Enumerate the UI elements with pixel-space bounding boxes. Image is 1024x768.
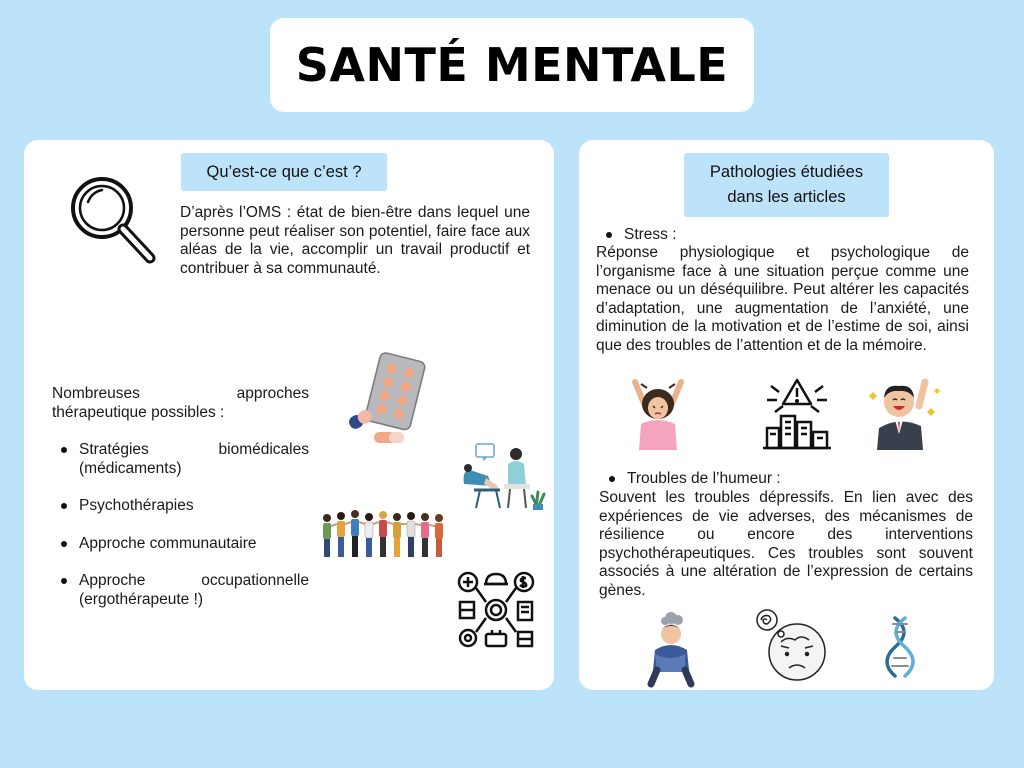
pills-icon bbox=[346, 352, 428, 444]
approach-item: Approche occupationnelle (ergothérapeute !) bbox=[52, 572, 309, 609]
stress-title: Stress : bbox=[624, 226, 677, 243]
occupational-tools-icon bbox=[456, 570, 536, 650]
excited-man-icon bbox=[865, 378, 943, 450]
community-people-icon bbox=[319, 508, 449, 560]
stress-text: Réponse physiologique et psychologique de l’organisme face à une situation perçue comme une menace ou un déséquilibre. Peut altérer les capacités d’adaptation, une augmentation de l’anxiété, une diminution de la motivation et de l’estime de soi, ainsi que des troubles de l’attention et de la mémoire. bbox=[596, 244, 969, 354]
page-title: SANTÉ MENTALE bbox=[295, 38, 729, 92]
card-pathologies bbox=[579, 140, 994, 690]
city-warning-icon bbox=[761, 376, 833, 450]
title-box bbox=[270, 18, 754, 112]
therapy-session-icon bbox=[458, 440, 548, 512]
confused-face-icon bbox=[751, 606, 831, 686]
humeur-text: Souvent les troubles dépressifs. En lien avec des expériences de vie adverses, des mécanismes de résilience ou encore des interventions psychothérapeutiques. Ces troubles sont souvent associés à une altération de l’expression de certains gènes. bbox=[599, 489, 973, 599]
definition-text: D’après l’OMS : état de bien-être dans lequel une personne peut réaliser son potentiel, faire face aux aléas de la vie, accomplir un travail productif et contribuer à sa communauté. bbox=[180, 204, 530, 277]
card-definition bbox=[24, 140, 554, 690]
approaches-list bbox=[52, 441, 309, 609]
approach-item: Psychothérapies bbox=[52, 497, 309, 516]
approach-item: Approche communautaire bbox=[52, 535, 309, 554]
magnifier-icon bbox=[70, 176, 156, 266]
definition-heading: Qu’est-ce que c’est ? bbox=[181, 153, 387, 191]
dna-icon bbox=[883, 614, 917, 680]
stressed-woman-icon bbox=[627, 378, 689, 450]
approaches-section bbox=[52, 385, 309, 628]
pathologies-heading bbox=[684, 153, 889, 217]
pathologies-heading-line2: dans les articles bbox=[727, 188, 846, 206]
approaches-intro: Nombreuses approches thérapeutique possibles : bbox=[52, 385, 309, 421]
humeur-title: Troubles de l’humeur : bbox=[627, 470, 781, 487]
approach-item: Stratégies biomédicales (médicaments) bbox=[52, 441, 309, 478]
pathologies-heading-line1: Pathologies étudiées bbox=[709, 163, 864, 181]
sad-person-icon bbox=[645, 610, 699, 688]
